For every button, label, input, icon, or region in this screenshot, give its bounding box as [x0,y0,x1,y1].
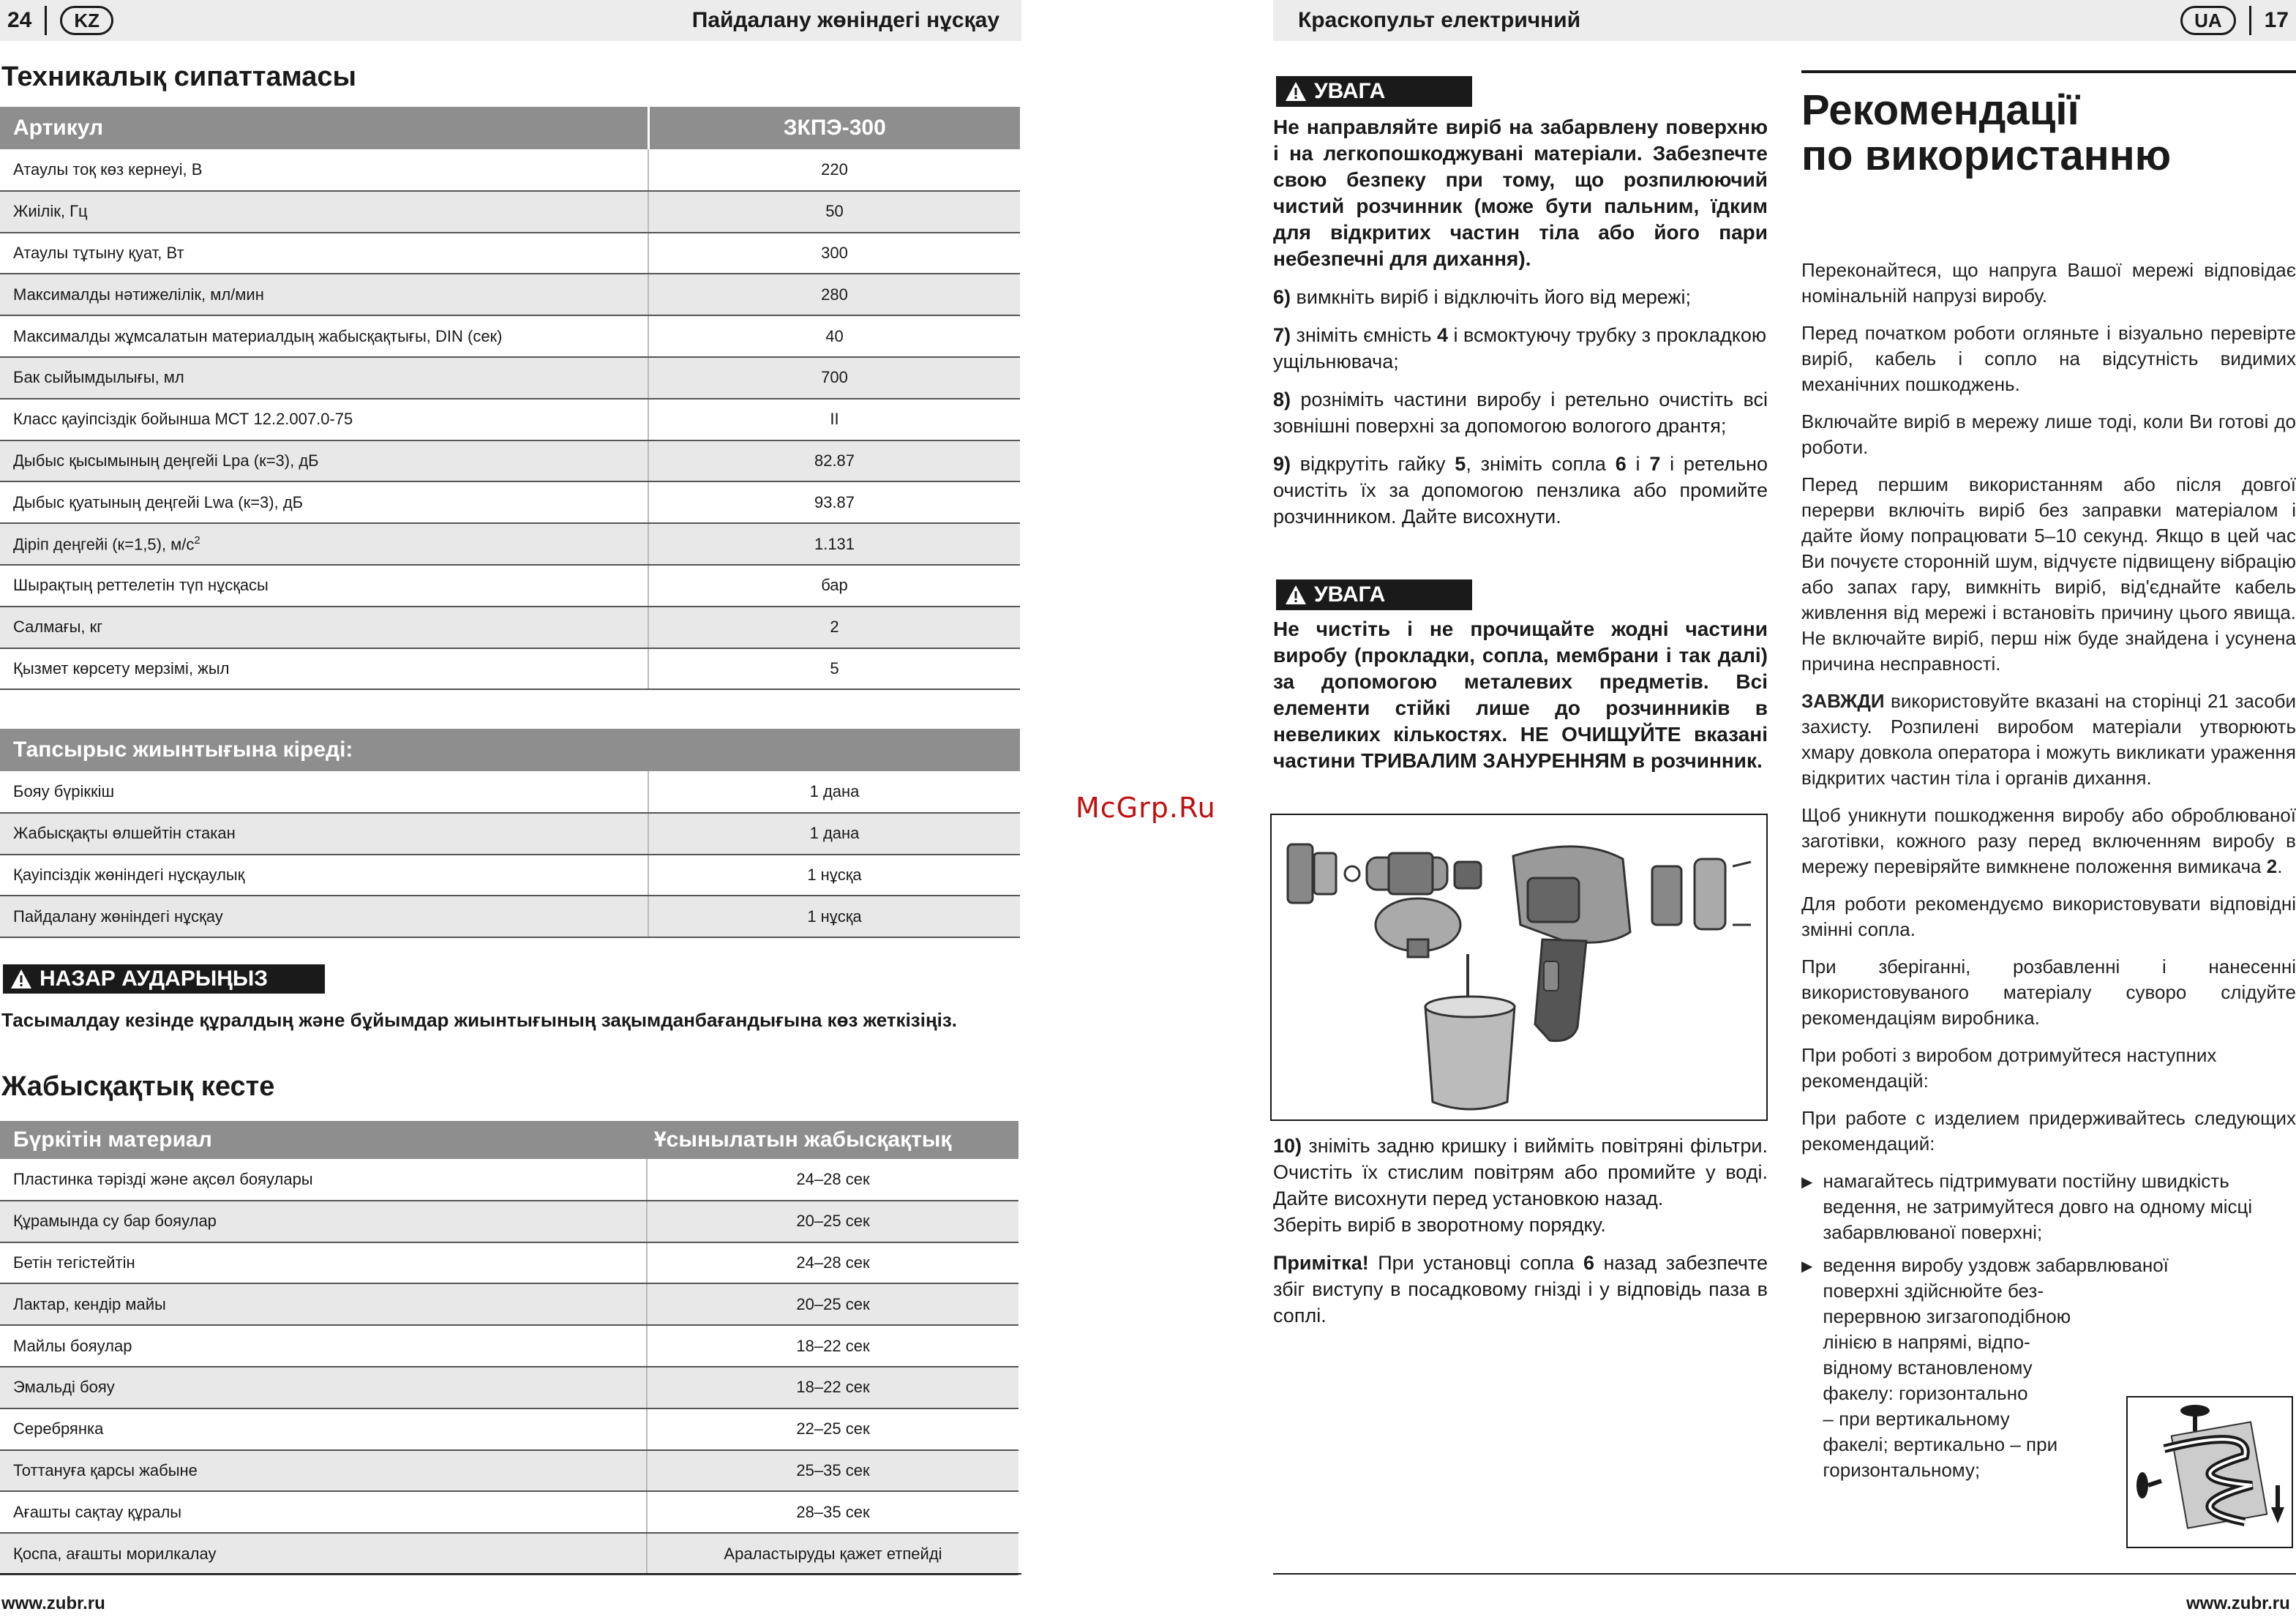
footer-rule [0,1573,1021,1575]
right-header-title: Краскопульт електричний [1298,8,1581,32]
table-row: Бак сыйымдылығы, мл 700 [0,357,1020,399]
table-row: Шырақтың реттелетін түп нұсқасы бар [0,565,1020,607]
step-6: 6) вимкніть виріб і відключіть його від мережі; [1273,286,1692,308]
left-header-title: Пайдалану жөніндегі нұсқау [691,8,999,32]
superscript: 2 [194,533,200,547]
right-page-number: 17 [2264,8,2289,32]
table-row: Максималды нәтижелілік, мл/мин 280 [0,274,1020,315]
left-page-header [0,0,1021,41]
warning-badge-2 [1276,579,1472,610]
bullet-arrow-icon: ▶ [1801,1258,1813,1275]
paragraph: При работе с изделием придерживайтесь следующих рекомендаций: [1801,1107,2296,1155]
kit-table [0,729,1020,938]
warning-triangle-icon [10,969,32,989]
warning-triangle-icon [1285,585,1307,605]
step-8: 8) розніміть частини виробу і ретельно очистіть всі зовнішні поверхні за допомогою вологого дрантя; [1273,389,1768,437]
footer-rule [1273,1573,2296,1575]
table-row: Лактар, кендір майы 20–25 сек [0,1283,1018,1325]
table-row: Атаулы тұтыну қуат, Вт 300 [0,233,1020,274]
table-row: Майлы бояулар 18–22 сек [0,1325,1018,1367]
spray-pattern-illustration [2126,1396,2293,1548]
warning-label-2: УВАГА [1314,582,1386,607]
table-row: Қызмет көрсету мерзімі, жыл 5 [0,648,1020,690]
kit-heading: Тапсырыс жиынтығына кіреді: [0,729,1020,771]
table-row: Пайдалану жөніндегі нұсқау 1 нұсқа [0,896,1020,937]
table-row: Қауіпсіздік жөніндегі нұсқаулық 1 нұсқа [0,855,1020,896]
viscosity-table [0,1121,1018,1575]
paragraph: При роботі з виробом дотримуйтеся наступних рекомендацій: [1801,1044,2217,1092]
viscosity-col-material: Бүркітін материал [0,1121,647,1159]
table-row: Эмальді бояу 18–22 сек [0,1367,1018,1408]
middle-column-top [1273,114,1768,541]
middle-column-bottom [1273,1133,1768,1340]
warning-text-2: Не чистіть і не прочищайте жодні частини виробу (прокладки, сопла, мембрани і так далі) за допомогою металевих предметів. Всі елементи стійкі лише до розчинників в невеликих кількостях. НЕ ОЧИЩУЙТЕ вказані частини ТРИВАЛИМ ЗАНУРЕННЯМ в розчинник. [1273,618,1768,772]
specs-col-article: Артикул [0,107,648,149]
table-row: Бетін тегістейтін 24–28 сек [0,1242,1018,1284]
table-row: Пластинка тәрізді және ақсөл бояулары 24–28 сек [0,1159,1018,1201]
step-7: 7) зніміть ємність 4 і всмоктуючу трубку з прокладкою ущільнювача; [1273,324,1767,372]
warning-triangle-icon [1285,81,1307,102]
table-row: Класс қауіпсіздік бойынша МСТ 12.2.007.0-75 II [0,399,1020,440]
right-column-text [1801,258,2296,1483]
note: Примітка! При установці сопла 6 назад забезпечте збіг виступу в посадковому гнізді і у відповідь паза в соплі. [1273,1252,1768,1327]
right-page-header [1273,0,2296,41]
table-row: Дыбыс қысымының деңгейі Lpa (к=3), дБ 82.87 [0,440,1020,482]
list-item: ▶ намагайтесь підтримувати постійну швидкість ведення, не затримуйтеся довго на одному місці забарвлюваної поверхні; [1801,1168,2296,1245]
step-9: 9) відкрутіть гайку 5, зніміть сопла 6 і 7 і ретельно очистіть їх за допомогою пензлика або промийте розчинником. Дайте висохнути. [1273,453,1768,528]
sprayer-exploded-view-icon [1272,815,1766,1119]
warning-label-1: УВАГА [1314,79,1386,103]
footer-link-left[interactable]: www.zubr.ru [1,1594,105,1613]
viscosity-col-recommended: Ұсынылатын жабысқақтық [647,1121,1018,1159]
left-page-number: 24 [7,8,32,32]
paragraph: При зберіганні, розбавленні і нанесенні використовуваного матеріалу суворо слідуйте рекомендаціям виробника. [1801,956,2296,1029]
specs-heading: Техникалық сипаттамасы [1,61,356,92]
list-item: ▶ ведення виробу уздовж забарвлюваної поверхні здійснюйте без- перервною зигзагоподібною лінією в напрямі, відпо- відному встановленому факелу: горизонтально – при вертикальному факелі; вертикально – при горизонтальному; [1801,1253,2296,1483]
footer-link-right[interactable]: www.zubr.ru [2186,1594,2290,1613]
specs-col-model: ЗКПЭ-300 [648,107,1020,149]
recommendations-title: Рекомендації по використанню [1801,86,2172,179]
table-row: Ағашты сақтау құралы 28–35 сек [0,1491,1018,1533]
header-divider [2249,6,2251,35]
paragraph: Переконайтеся, що напруга Вашої мережі відповідає номінальній напрузі виробу. [1801,259,2296,307]
table-row: Серебрянка 22–25 сек [0,1408,1018,1450]
language-badge-kz: KZ [60,6,113,35]
title-rule [1801,70,2296,73]
table-row: Атаулы тоқ көз кернеуі, В 220 [0,149,1020,191]
table-row: Дыбыс қуатының деңгейі Lwa (к=3), дБ 93.87 [0,481,1020,523]
table-row: Жабысқақты өлшейтін стакан 1 дана [0,813,1020,855]
language-badge-ua: UA [2180,6,2236,35]
bullet-arrow-icon: ▶ [1801,1174,1813,1190]
paragraph: ЗАВЖДИ використовуйте вказані на сторінці 21 засоби захисту. Розпилені виробом матеріали утворюють хмару довкола оператора і можуть викликати ураження відкритих частин тіла і органів дихання. [1801,690,2296,789]
attention-label: НАЗАР АУДАРЫҢЫЗ [40,967,269,991]
table-row: Максималды жұмсалатын материалдың жабысқақтығы, DIN (сек) 40 [0,315,1020,357]
watermark: McGrp.Ru [1076,792,1216,824]
reassemble-text: Зберіть виріб в зворотному порядку. [1273,1214,1606,1236]
paragraph: Перед першим використанням або після довгої перерви включіть виріб без заправки матеріалом і дайте йому попрацювати 5–10 секунд. Якщо в цей час Ви почуєте сторонній шум, відчуєте підвищену вібрацію або запах гару, вимкніть виріб, від'єднайте кабель живлення від мережі і встановіть причину цього явища. Не включайте виріб, перш ніж буде знайдена і усунена причина несправності. [1801,473,2296,675]
step-10: 10) зніміть задню кришку і вийміть повітряні фільтри. Очистіть їх стислим повітрям або промийте у воді. Дайте висохнути перед установкою назад. [1273,1135,1768,1209]
zigzag-pattern-icon [2128,1397,2292,1547]
table-row: Қоспа, ағашты морилкалау Араластыруды қажет етпейді [0,1533,1018,1575]
paragraph: Щоб уникнути пошкодження виробу або оброблюваної заготівки, кожного разу перед включенням виробу в мережу перевіряйте вимкнене положення вимикача 2. [1801,804,2296,877]
table-row: Салмағы, кг 2 [0,607,1020,648]
paragraph: Включайте виріб в мережу лише тоді, коли Ви готові до роботи. [1801,410,2296,458]
paragraph: Для роботи рекомендуємо використовувати відповідні змінні сопла. [1801,893,2296,940]
specs-table [0,107,1020,690]
attention-text: Тасымалдау кезінде құралдың және бұйымдар жиынтығының зақымданбағандығына көз жеткізіңіз. [1,1009,958,1031]
viscosity-heading: Жабысқақтық кесте [1,1071,275,1102]
table-row: Бояу бүріккіш 1 дана [0,771,1020,813]
table-row: Құрамында су бар бояулар 20–25 сек [0,1201,1018,1242]
disassembly-illustration [1270,814,1768,1121]
table-row: Тоттануға қарсы жабыне 25–35 сек [0,1450,1018,1492]
table-row: Діріп деңгейі (к=1,5), $м/с^2$ 1.131 [0,523,1020,565]
table-row: Жиілік, Гц 50 [0,191,1020,233]
warning-text-1: Не направляйте виріб на забарвлену поверхню і на легкопошкоджувані матеріали. Забезпечте свою безпеку при тому, що розпилюючий чистий розчинник (може бути пальним, їдким для відкритих частин тіла або його пари небезпечні для дихання). [1273,116,1768,270]
attention-badge [3,964,325,994]
paragraph: Перед початком роботи огляньте і візуально перевірте виріб, кабель і сопло на відсутність видимих механічних пошкоджень. [1801,322,2296,395]
warning-badge-1 [1276,76,1472,107]
header-divider [45,6,47,35]
